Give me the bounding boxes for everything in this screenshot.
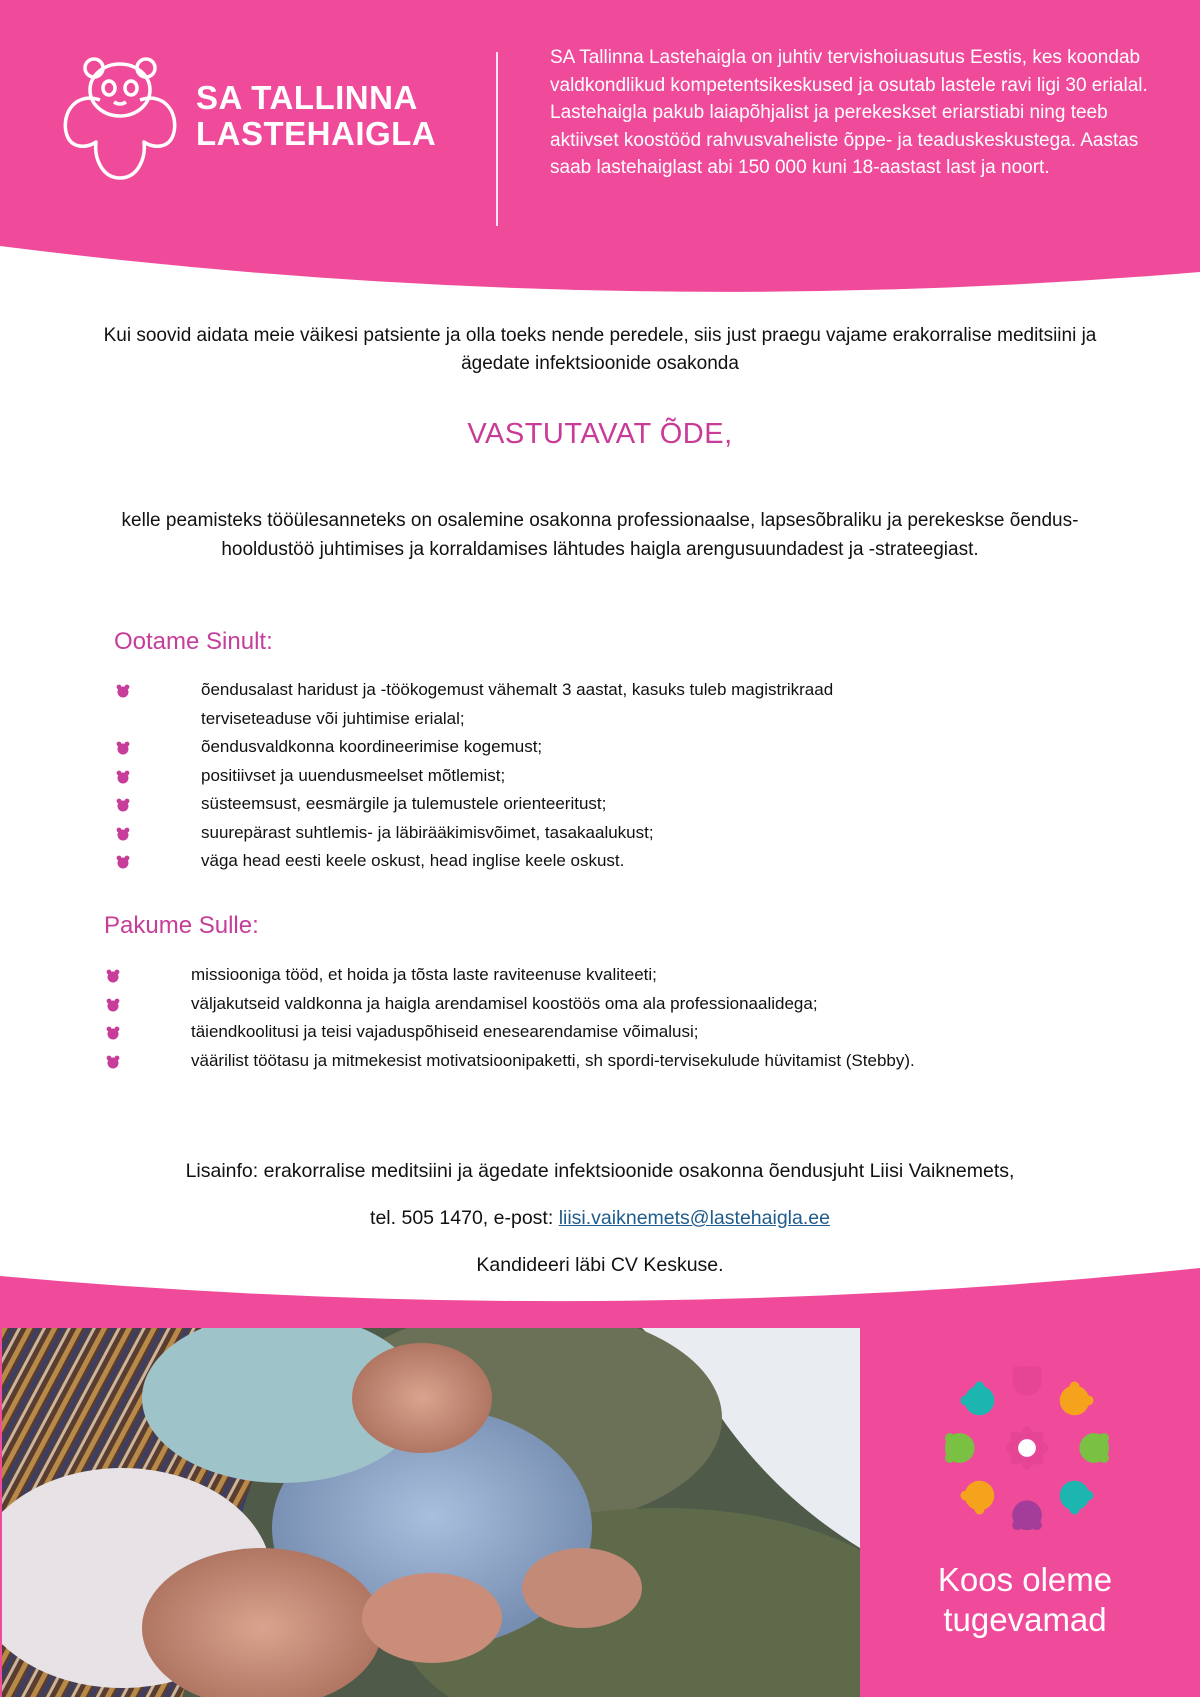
requirements-list <box>201 676 931 876</box>
offer-text: väljakutseid valdkonna ja haigla arendamisel koostöös oma ala professionaalidega; <box>191 993 818 1013</box>
contact-info: Lisainfo: erakorralise meditsiini ja ägedate infektsioonide osakonna õendusjuht Liisi Vaiknemets, <box>185 1160 1015 1182</box>
requirement-text: väga head eesti keele oskust, head inglise keele oskust. <box>201 851 625 870</box>
contact-phone: tel. 505 1470, e-post: <box>370 1207 559 1229</box>
newborn-babies-photo <box>2 1328 860 1697</box>
list-item <box>191 1047 1091 1076</box>
offer-text: täiendkoolitusi ja teisi vajaduspõhiseid enesearendamise võimalusi; <box>191 1022 699 1041</box>
list-item <box>191 1018 1091 1047</box>
logo-wordmark <box>196 80 436 152</box>
requirement-text: positiivset ja uuendusmeelset mõtlemist; <box>201 765 506 785</box>
apply-text: Kandideeri läbi CV Keskuse. <box>476 1254 724 1276</box>
list-item <box>191 990 1091 1019</box>
requirement-text: suurepärast suhtlemis- ja läbirääkimisvõimet, tasakaalukust; <box>201 822 654 842</box>
header-divider <box>496 52 498 226</box>
flower-emblem-icon <box>938 1359 1116 1537</box>
photo-illustration <box>2 1328 860 1697</box>
bear-bullet-icon <box>105 1054 121 1070</box>
logo-line-2: LASTEHAIGLA <box>196 115 437 152</box>
requirement-text: õendusvaldkonna koordineerimise kogemust; <box>201 737 543 756</box>
requirement-text: õendusalast haridust ja -töökogemust vähemalt 3 aastat, kasuks tuleb magistrikraad terviseteaduse või juhtimise erialal; <box>201 680 834 728</box>
bear-bullet-icon <box>115 854 131 870</box>
requirements-title: Ootame Sinult: <box>114 628 273 655</box>
bear-bullet-icon <box>115 740 131 756</box>
bear-bullet-icon <box>115 683 131 699</box>
intro-text: Kui soovid aidata meie väikesi patsiente ja olla toeks nende peredele, siis just praegu vajame erakorralise meditsiini ja ägedate infektsioonide osakonda <box>103 325 1097 374</box>
bear-bullet-icon <box>115 797 131 813</box>
list-item <box>201 733 931 762</box>
list-item <box>201 762 931 791</box>
list-item <box>191 961 1091 990</box>
offers-list <box>191 961 1091 1075</box>
list-item <box>201 819 931 848</box>
footer-banner <box>0 1268 1200 1697</box>
slogan-line-1: Koos oleme <box>937 1561 1113 1598</box>
list-item <box>201 676 931 733</box>
bear-logo-icon <box>60 56 180 182</box>
slogan-line-2: tugevamad <box>943 1601 1107 1638</box>
contact-phone-line <box>0 1207 1200 1230</box>
contact-email-link[interactable]: liisi.vaiknemets@lastehaigla.ee <box>558 1207 830 1229</box>
organization-description: SA Tallinna Lastehaigla on juhtiv tervishoiuasutus Eestis, kes koondab valdkondlikud kompetentsikeskused ja osutab lastele ravi ligi 30 erialal. Lastehaigla pakub laiapõhjalist ja perekeskset eriarstiabi ning teeb aktiivset koostööd rahvusvaheliste õppe- ja teaduskeskustega. Aastas saab lastehaiglast abi 150 000 kuni 18-aastast last ja noort. <box>550 47 1148 178</box>
list-item <box>201 847 931 876</box>
bear-bullet-icon <box>105 997 121 1013</box>
list-item <box>201 790 931 819</box>
offer-text: missiooniga tööd, et hoida ja tõsta laste raviteenuse kvaliteeti; <box>191 965 657 984</box>
header-banner <box>0 0 1200 300</box>
job-title: VASTUTAVAT ÕDE, <box>467 418 733 450</box>
bear-bullet-icon <box>115 826 131 842</box>
duties-text: kelle peamisteks tööülesanneteks on osalemine osakonna professionaalse, lapsesõbraliku ja perekeskse õendus-hooldustöö juhtimises ja korraldamises lähtudes haigla arengusuundadest ja -strateegiast. <box>121 510 1079 560</box>
offers-title: Pakume Sulle: <box>104 912 259 939</box>
bear-bullet-icon <box>105 1025 121 1041</box>
bear-bullet-icon <box>115 769 131 785</box>
requirement-text: süsteemsust, eesmärgile ja tulemustele orienteeritust; <box>201 794 607 813</box>
logo-line-1: SA TALLINNA <box>196 79 418 116</box>
slogan <box>880 1560 1170 1640</box>
bear-bullet-icon <box>105 968 121 984</box>
offer-text: väärilist töötasu ja mitmekesist motivatsioonipaketti, sh spordi-tervisekulude hüvitamist (Stebby). <box>191 1050 915 1070</box>
